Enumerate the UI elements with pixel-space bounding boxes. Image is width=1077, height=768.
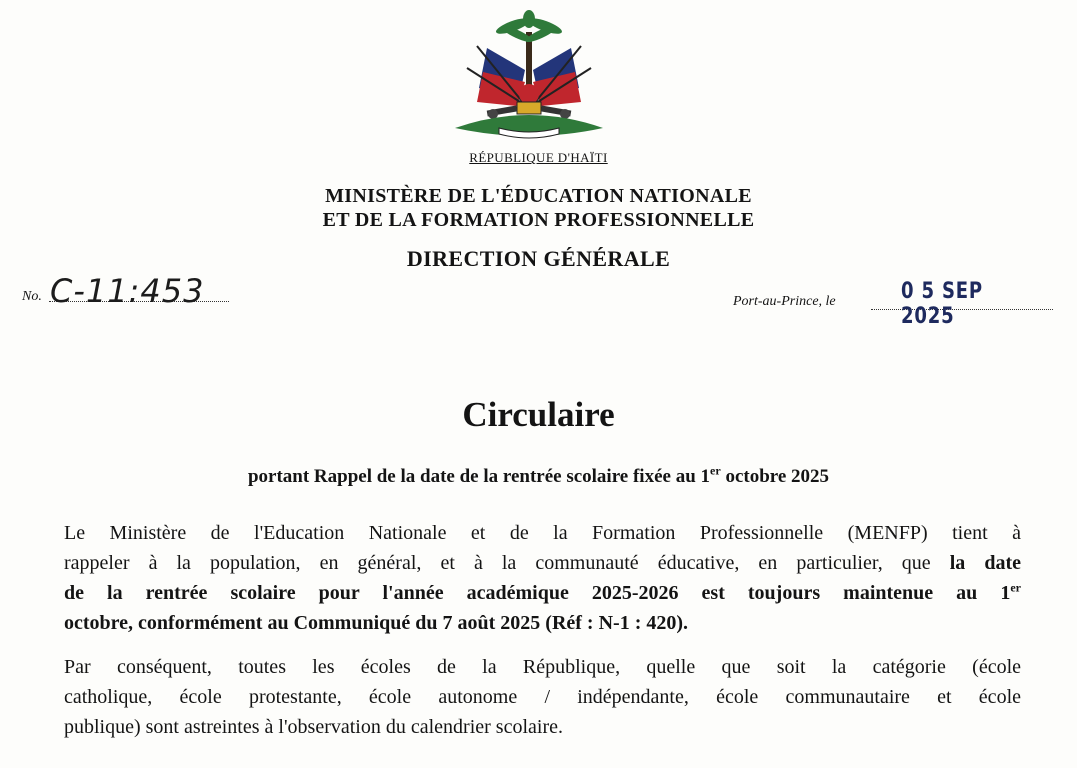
paragraph-line: catholique, école protestante, école autonome / indépendante, école communautaire et école xyxy=(64,686,1021,708)
paragraph-line: octobre, conformément au Communiqué du 7 août 2025 (Réf : N-1 : 420). xyxy=(64,612,689,634)
paragraph-line: Par conséquent, toutes les écoles de la République, quelle que soit la catégorie (école xyxy=(64,656,1021,678)
coat-of-arms-icon xyxy=(447,10,611,142)
document-title: Circulaire xyxy=(462,395,615,434)
paragraph-bold-text: la date xyxy=(949,552,1021,574)
reference-handwritten-number: C-11:453 xyxy=(50,272,205,310)
paragraph-superscript: er xyxy=(1010,580,1021,595)
reference-number xyxy=(22,272,282,322)
dateline xyxy=(733,279,1063,329)
paragraph-bold-text: de la rentrée scolaire pour l'année académique 2025-2026 est toujours maintenue au 1 xyxy=(64,582,1011,604)
subtitle-text: portant Rappel de la date de la rentrée scolaire fixée au 1 xyxy=(247,466,711,487)
document-subtitle xyxy=(0,463,1077,488)
paragraph-line xyxy=(64,548,1021,578)
paragraph-1 xyxy=(64,518,1021,638)
reference-prefix: No. xyxy=(22,289,42,304)
direction-name: DIRECTION GÉNÉRALE xyxy=(406,246,671,271)
paragraph-2 xyxy=(64,652,1021,742)
paragraph-line xyxy=(64,578,1021,608)
ministry-name-line2: ET DE LA FORMATION PROFESSIONNELLE xyxy=(322,209,755,231)
subtitle-text-end: octobre 2025 xyxy=(720,466,830,487)
paragraph-text: rappeler à la population, en général, et à la communauté éducative, en particulier, que xyxy=(64,552,950,574)
subtitle-superscript: er xyxy=(710,463,721,478)
dateline-place: Port-au-Prince, le xyxy=(733,294,836,309)
date-stamp: 0 5 SEP 2025 xyxy=(901,279,983,329)
paragraph-line: publique) sont astreintes à l'observation du calendrier scolaire. xyxy=(64,716,563,738)
ministry-name-line1: MINISTÈRE DE L'ÉDUCATION NATIONALE xyxy=(325,185,752,207)
country-name: RÉPUBLIQUE D'HAÏTI xyxy=(469,150,608,165)
paragraph-line: Le Ministère de l'Education Nationale et de la Formation Professionnelle (MENFP) tient à xyxy=(64,522,1021,544)
